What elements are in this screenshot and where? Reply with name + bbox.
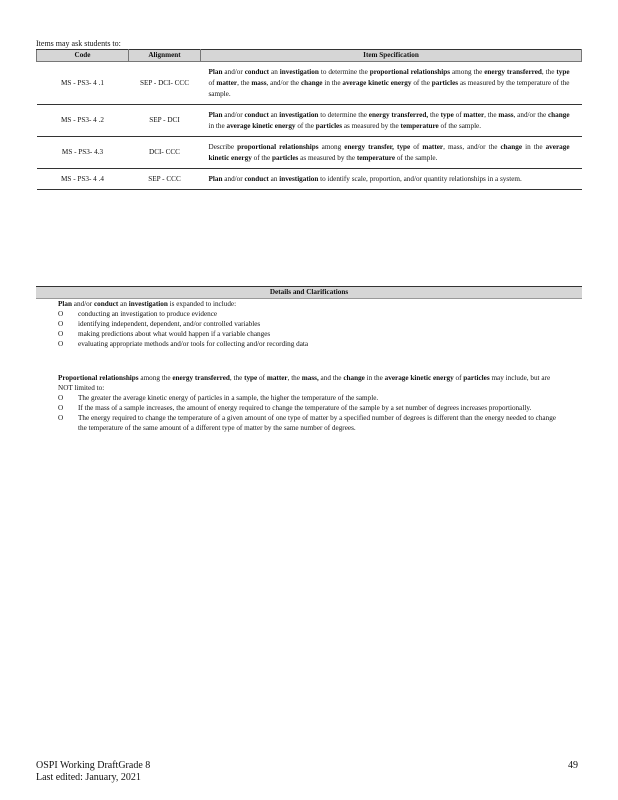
emphasized-term: investigation — [279, 111, 319, 119]
emphasized-term: average kinetic energy — [208, 143, 570, 162]
list-item-text: conducting an investigation to produce evidence — [78, 310, 218, 318]
code-cell: MS - PS3- 4 .4 — [37, 169, 129, 190]
table-row — [37, 137, 582, 169]
specification-cell: Describe proportional relationships among energy transfer, type of matter, mass, and/or the change in the average kinetic energy of the particles as measured by the temperature of the sample. — [201, 137, 582, 169]
code-cell: MS - PS3- 4 .2 — [37, 105, 129, 137]
clarification-sublist — [40, 309, 560, 349]
alignment-cell: SEP - DCI- CCC — [129, 62, 201, 105]
emphasized-term: investigation — [279, 175, 319, 183]
clarification-block — [40, 373, 560, 433]
circle-bullet-icon: O — [58, 330, 64, 338]
alignment-cell: DCI- CCC — [129, 137, 201, 169]
emphasized-term: Proportional relationships — [58, 374, 139, 382]
emphasized-term: type — [244, 374, 258, 382]
emphasized-term: conduct — [244, 111, 269, 119]
emphasized-term: proportional relationships — [369, 68, 451, 76]
item-specification-header: Item Specification — [201, 50, 582, 62]
footer-last-edited: Last edited: January, 2021 — [36, 772, 141, 783]
alignment-cell: SEP - CCC — [129, 169, 201, 190]
emphasized-term: conduct — [244, 175, 269, 183]
emphasized-term: energy transfer, — [344, 143, 394, 151]
footer — [36, 760, 150, 784]
emphasized-term: change — [547, 111, 570, 119]
list-item — [58, 339, 560, 349]
emphasized-term: Plan — [208, 111, 223, 119]
specification-cell: Plan and/or conduct an investigation to identify scale, proportion, and/or quantity relationships in a system. — [201, 169, 582, 190]
emphasized-term: average kinetic energy — [226, 122, 296, 130]
list-item-text: making predictions about what would happen if a variable changes — [78, 330, 271, 338]
emphasized-term: matter — [463, 111, 485, 119]
circle-bullet-icon: O — [58, 404, 64, 412]
circle-bullet-icon: O — [58, 394, 64, 402]
table-header-row — [37, 50, 582, 62]
table-row — [37, 105, 582, 137]
code-cell: MS - PS3- 4.3 — [37, 137, 129, 169]
code-header: Code — [37, 50, 129, 62]
emphasized-term: particles — [272, 154, 299, 162]
specification-cell: Plan and/or conduct an investigation to determine the energy transferred, the type of matter, the mass, and/or the change in the average kinetic energy of the particles as measured by the temperature of the sample. — [201, 105, 582, 137]
intro-text: Items may ask students to: — [36, 39, 121, 48]
emphasized-term: investigation — [128, 300, 168, 308]
emphasized-term: energy transferred, — [368, 111, 429, 119]
emphasized-term: average kinetic energy — [342, 79, 412, 87]
emphasized-term: Plan — [58, 300, 72, 308]
emphasized-term: change — [343, 374, 365, 382]
emphasized-term: particles — [463, 374, 490, 382]
emphasized-term: mass — [498, 111, 514, 119]
table-row — [37, 169, 582, 190]
list-item-text: evaluating appropriate methods and/or tools for collecting and/or recording data — [78, 340, 309, 348]
clarification-text: Plan and/or conduct an investigation is expanded to include: — [58, 300, 237, 308]
list-item — [58, 413, 560, 433]
emphasized-term: energy transferred — [172, 374, 230, 382]
list-item-text: The energy required to change the temperature of a given amount of one type of matter by a specified number of degrees is different than the energy needed to change the temperature of the same amount of a different type of matter by the same number of degrees. — [78, 414, 556, 432]
emphasized-term: particles — [431, 79, 459, 87]
emphasized-term: matter — [266, 374, 288, 382]
alignment-cell: SEP - DCI — [129, 105, 201, 137]
emphasized-term: change — [500, 143, 523, 151]
specification-cell: Plan and/or conduct an investigation to determine the proportional relationships among the energy transferred, the type of matter, the mass, and/or the change in the average kinetic energy of the particles as measured by the temperature of the sample. — [201, 62, 582, 105]
list-item-text: If the mass of a sample increases, the amount of energy required to change the temperature of the sample by a set number of degrees increases proportionally. — [78, 404, 532, 412]
emphasized-term: energy transferred — [484, 68, 542, 76]
list-item — [58, 319, 560, 329]
circle-bullet-icon: O — [58, 310, 64, 318]
emphasized-term: mass — [251, 79, 267, 87]
list-item — [58, 393, 560, 403]
emphasized-term: conduct — [93, 300, 119, 308]
circle-bullet-icon: O — [58, 340, 64, 348]
circle-bullet-icon: O — [58, 320, 64, 328]
emphasized-term: proportional relationships — [237, 143, 319, 151]
clarification-block — [40, 299, 560, 349]
emphasized-term: change — [300, 79, 323, 87]
emphasized-term: type — [397, 143, 411, 151]
emphasized-term: conduct — [244, 68, 270, 76]
emphasized-term: Plan — [208, 175, 223, 183]
emphasized-term: temperature — [400, 122, 439, 130]
details-clarifications-header: Details and Clarifications — [36, 286, 582, 299]
list-item — [58, 403, 560, 413]
emphasized-term: matter — [216, 79, 238, 87]
emphasized-term: type — [440, 111, 454, 119]
list-item-text: identifying independent, dependent, and/or controlled variables — [78, 320, 261, 328]
code-cell: MS - PS3- 4 .1 — [37, 62, 129, 105]
emphasized-term: Plan — [208, 68, 223, 76]
list-item — [58, 309, 560, 319]
table-row — [37, 62, 582, 105]
footer-draft-label: OSPI Working DraftGrade 8 — [36, 760, 151, 771]
clarification-main-point — [40, 299, 560, 309]
emphasized-term: type — [556, 68, 570, 76]
emphasized-term: average kinetic energy — [384, 374, 454, 382]
list-item-text: The greater the average kinetic energy of particles in a sample, the higher the temperature of the sample. — [78, 394, 379, 402]
emphasized-term: particles — [315, 122, 343, 130]
list-item — [58, 329, 560, 339]
alignment-header: Alignment — [129, 50, 201, 62]
item-specification-table — [36, 49, 582, 190]
clarification-text: Proportional relationships among the energy transferred, the type of matter, the mass, and the change in the average kinetic energy of particles may include, but are NOT limited to: — [58, 374, 551, 392]
emphasized-term: temperature — [356, 154, 396, 162]
page-number: 49 — [568, 760, 578, 771]
circle-bullet-icon: O — [58, 414, 64, 422]
clarification-sublist — [40, 393, 560, 433]
emphasized-term: mass, — [301, 374, 319, 382]
emphasized-term: matter — [422, 143, 444, 151]
clarification-main-point — [40, 373, 560, 393]
emphasized-term: investigation — [279, 68, 319, 76]
